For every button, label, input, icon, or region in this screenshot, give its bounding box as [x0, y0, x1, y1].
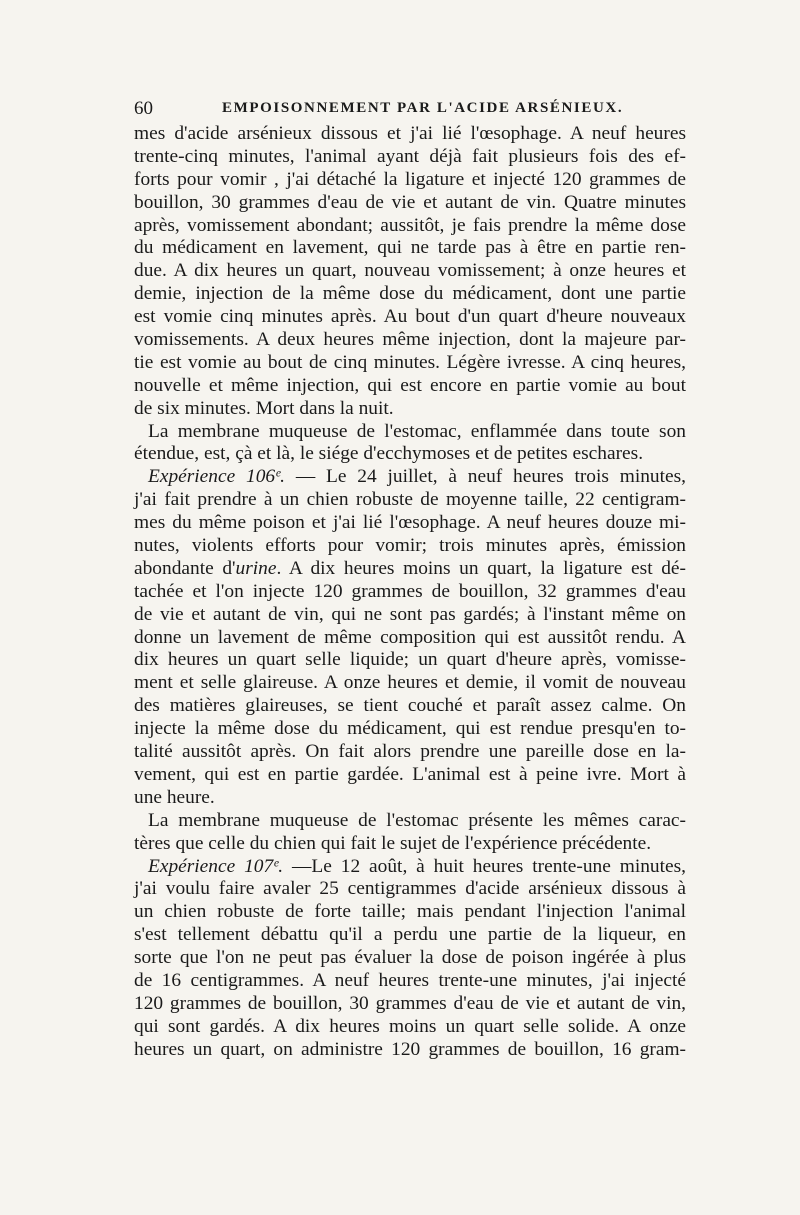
text-line: des matières glaireuses, se tient couché et paraît assez calme. On [134, 695, 686, 717]
text-line: sorte que l'on ne peut pas évaluer la dose de poison ingérée à plus [134, 947, 686, 969]
text-line: bouillon, 30 grammes d'eau de vie et autant de vin. Quatre minutes [134, 191, 686, 213]
paragraph-end-line: une heure. [134, 786, 215, 808]
text-line: forts pour vomir , j'ai détaché la ligature et injecté 120 grammes de [134, 168, 686, 190]
text-span: . A dix heures moins un quart, la ligature est dé- [276, 557, 686, 579]
text-line: de vie et autant de vin, qui ne sont pas gardés; à l'instant même on [134, 603, 686, 625]
text-line: nouvelle et même injection, qui est encore en partie vomie au bout [134, 374, 686, 396]
text-line: tie est vomie au bout de cinq minutes. Légère ivresse. A cinq heures, [134, 351, 686, 373]
experiment-107-heading-line [134, 856, 686, 879]
text-line: qui sont gardés. A dix heures moins un quart selle solide. A onze [134, 1015, 686, 1037]
experiment-106-label: Expérience 106ᵉ. [148, 466, 286, 488]
text-line: trente-cinq minutes, l'animal ayant déjà fait plusieurs fois des ef- [134, 145, 686, 167]
text-span: — Le 24 juillet, à neuf heures trois minutes, [295, 466, 686, 488]
text-line: est vomie cinq minutes après. Au bout d'un quart d'heure nouveaux [134, 306, 686, 328]
text-line-urine [134, 558, 686, 581]
text-line: vement, qui est en partie gardée. L'animal est à peine ivre. Mort à [134, 763, 686, 785]
text-line: talité aussitôt après. On fait alors prendre une pareille dose en la- [134, 741, 686, 763]
running-title: EMPOISONNEMENT PAR L'ACIDE ARSÉNIEUX. [222, 100, 624, 116]
paragraph-end-line: étendue, est, çà et là, le siége d'ecchymoses et de petites eschares. [134, 443, 644, 465]
text-line: s'est tellement débattu qu'il a perdu une partie de la liqueur, en [134, 924, 686, 946]
text-line: dix heures un quart selle liquide; un quart d'heure après, vomisse- [134, 649, 686, 671]
urine-word: urine [235, 557, 277, 579]
body-text [134, 123, 686, 1062]
paragraph-end-line: tères que celle du chien qui fait le sujet de l'expérience précédente. [134, 832, 652, 854]
experiment-107-label: Expérience 107ᵉ. [148, 855, 284, 877]
text-line: La membrane muqueuse de l'estomac, enflammée dans toute son [148, 420, 686, 442]
text-line: mes du même poison et j'ai lié l'œsophage. A neuf heures douze mi- [134, 512, 686, 534]
text-line: vomissements. A deux heures même injection, dont la majeure par- [134, 329, 686, 351]
text-line: due. A dix heures un quart, nouveau vomissement; à onze heures et [134, 260, 686, 282]
paragraph-end-line: de six minutes. Mort dans la nuit. [134, 397, 394, 419]
text-line: 120 grammes de bouillon, 30 grammes d'eau de vie et autant de vin, [134, 992, 686, 1014]
text-line: ment et selle glaireuse. A onze heures et demie, il vomit de nouveau [134, 672, 686, 694]
text-line: nutes, violents efforts pour vomir; trois minutes après, émission [134, 535, 686, 557]
text-line: j'ai fait prendre à un chien robuste de moyenne taille, 22 centigram- [134, 489, 686, 511]
text-line: demie, injection de la même dose du médicament, dont une partie [134, 283, 686, 305]
text-line: de 16 centigrammes. A neuf heures trente-une minutes, j'ai injecté [134, 969, 686, 991]
text-line: mes d'acide arsénieux dissous et j'ai lié l'œsophage. A neuf heures [134, 123, 686, 144]
text-line: tachée et l'on injecte 120 grammes de bouillon, 32 grammes d'eau [134, 580, 686, 602]
text-line: injecte la même dose du médicament, qui est rendue presqu'en to- [134, 718, 686, 740]
text-line: La membrane muqueuse de l'estomac présente les mêmes carac- [148, 809, 686, 831]
running-head [134, 98, 686, 122]
text-line: du médicament en lavement, qui ne tarde pas à être en partie ren- [134, 237, 686, 259]
text-line: un chien robuste de forte taille; mais pendant l'injection l'animal [134, 901, 686, 923]
text-line: après, vomissement abondant; aussitôt, je fais prendre la même dose [134, 214, 686, 236]
page-number: 60 [134, 98, 153, 119]
text-line: j'ai voulu faire avaler 25 centigrammes d'acide arsénieux dissous à [134, 878, 686, 900]
text-line: heures un quart, on administre 120 grammes de bouillon, 16 gram- [134, 1038, 686, 1060]
text-span: —Le 12 août, à huit heures trente-une minutes, [292, 855, 686, 877]
text-span: abondante d' [134, 557, 236, 579]
experiment-106-heading-line [134, 466, 686, 489]
text-line: donne un lavement de même composition qui est aussitôt rendu. A [134, 626, 686, 648]
